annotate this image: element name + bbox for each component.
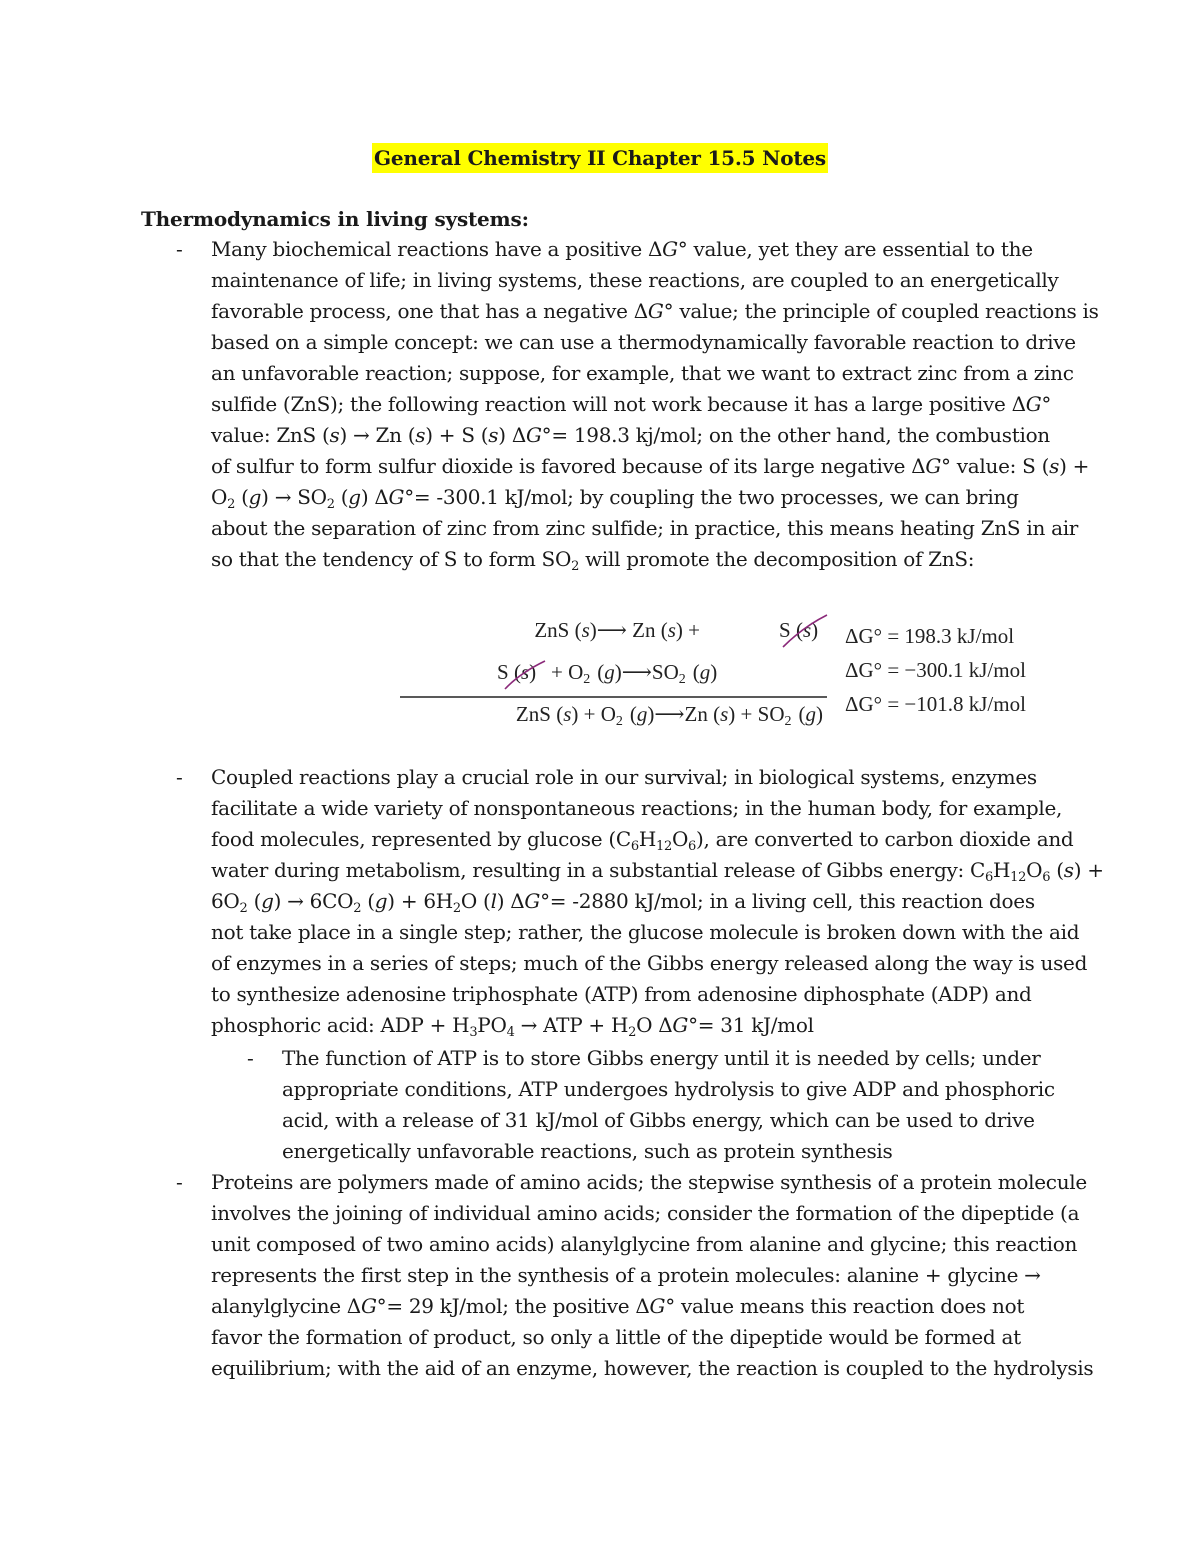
bullet-dash: - — [176, 765, 183, 789]
text-line: The function of ATP is to store Gibbs energy until it is needed by cells; under — [282, 1046, 1041, 1070]
text-line: water during metabolism, resulting in a substantial release of Gibbs energy: $C_6H_{12}O_6$ (s) + — [211, 858, 1104, 885]
text-line: represents the first step in the synthesis of a protein molecules: alanine + glycine → — [211, 1263, 1041, 1287]
paragraph-text — [282, 1043, 1072, 1167]
bullet-dash: - — [176, 1170, 183, 1194]
text-line: $6O_2$ $(g) \to 6CO_2$ $(g) + 6H_2O$ (l) ΔG°= -2880 kJ/mol; in a living cell, this reaction does — [211, 889, 1035, 916]
row1-delta-g: ΔG° = 198.3 kJ/mol — [845, 624, 1015, 648]
text-line: to synthesize adenosine triphosphate (ATP) from adenosine diphosphate (ADP) and — [211, 982, 1032, 1006]
net-equation: ZnS (s) + O2 (g)⟶Zn (s) + SO2 (g) — [515, 702, 823, 729]
coupled-reaction-figure — [395, 605, 1075, 735]
row2-struck-species: S (s) — [497, 660, 537, 684]
text-line: Coupled reactions play a crucial role in our survival; in biological systems, enzymes — [211, 765, 1037, 789]
text-line: an unfavorable reaction; suppose, for example, that we want to extract zinc from a zinc — [211, 361, 1074, 385]
text-line: favorable process, one that has a negative ΔG° value; the principle of coupled reactions is — [211, 299, 1099, 323]
text-line: $O_2$ $(g) \to SO_2$ (g) ΔG°= -300.1 kJ/mol; by coupling the two processes, we can bring — [211, 485, 1019, 512]
text-line: value: ZnS (s) → Zn (s) + S (s) ΔG°= 198.3 kj/mol; on the other hand, the combustion — [211, 423, 1050, 447]
row2-equation: + O2 (g)⟶SO2 (g) — [551, 660, 718, 687]
text-line: energetically unfavorable reactions, such as protein synthesis — [282, 1139, 893, 1163]
bullet-dash: - — [176, 237, 183, 261]
text-line: not take place in a single step; rather, the glucose molecule is broken down with the aid — [211, 920, 1080, 944]
text-line: Proteins are polymers made of amino acids; the stepwise synthesis of a protein molecule — [211, 1170, 1087, 1194]
text-line: based on a simple concept: we can use a thermodynamically favorable reaction to drive — [211, 330, 1076, 354]
document-title: General Chemistry II Chapter 15.5 Notes — [372, 143, 828, 173]
section-heading: Thermodynamics in living systems: — [141, 207, 529, 231]
text-line: phosphoric acid: ADP + $H_3PO_4$ → ATP + $H_2O$ ΔG°= 31 kJ/mol — [211, 1013, 814, 1040]
text-line: equilibrium; with the aid of an enzyme, however, the reaction is coupled to the hydrolysis — [211, 1356, 1094, 1380]
text-line: facilitate a wide variety of nonspontaneous reactions; in the human body, for example, — [211, 796, 1063, 820]
text-line: of enzymes in a series of steps; much of the Gibbs energy released along the way is used — [211, 951, 1088, 975]
text-line: sulfide (ZnS); the following reaction will not work because it has a large positive ΔG° — [211, 392, 1052, 416]
text-line: favor the formation of product, so only a little of the dipeptide would be formed at — [211, 1325, 1021, 1349]
text-line: alanylglycine ΔG°= 29 kJ/mol; the positive ΔG° value means this reaction does not — [211, 1294, 1025, 1318]
text-line: Many biochemical reactions have a positive ΔG° value, yet they are essential to the — [211, 237, 1033, 261]
text-line: so that the tendency of S to form $SO_2$ will promote the decomposition of ZnS: — [211, 547, 975, 574]
net-delta-g: ΔG° = −101.8 kJ/mol — [845, 692, 1026, 716]
text-line: of sulfur to form sulfur dioxide is favored because of its large negative ΔG° value: S (s) + — [211, 454, 1090, 478]
row1-struck-species: S (s) — [779, 618, 819, 642]
row1-equation: ZnS (s)⟶ Zn (s) + — [534, 618, 700, 642]
reaction-equations-svg — [395, 605, 1075, 735]
text-line: involves the joining of individual amino acids; consider the formation of the dipeptide (a — [211, 1201, 1080, 1225]
row2-delta-g: ΔG° = −300.1 kJ/mol — [845, 658, 1026, 682]
text-line: appropriate conditions, ATP undergoes hydrolysis to give ADP and phosphoric — [282, 1077, 1055, 1101]
paragraph-text — [211, 1167, 1094, 1384]
text-line: unit composed of two amino acids) alanylglycine from alanine and glycine; this reaction — [211, 1232, 1078, 1256]
paragraph-text — [211, 762, 1104, 1041]
text-line: maintenance of life; in living systems, these reactions, are coupled to an energetically — [211, 268, 1059, 292]
bullet-dash: - — [247, 1046, 254, 1070]
text-line: acid, with a release of 31 kJ/mol of Gibbs energy, which can be used to drive — [282, 1108, 1035, 1132]
text-line: about the separation of zinc from zinc sulfide; in practice, this means heating ZnS in air — [211, 516, 1079, 540]
text-line: food molecules, represented by glucose $(C_6H_{12}O_6)$, are converted to carbon dioxide and — [211, 827, 1074, 854]
paragraph-text — [211, 234, 1099, 575]
title-container — [0, 143, 1200, 173]
